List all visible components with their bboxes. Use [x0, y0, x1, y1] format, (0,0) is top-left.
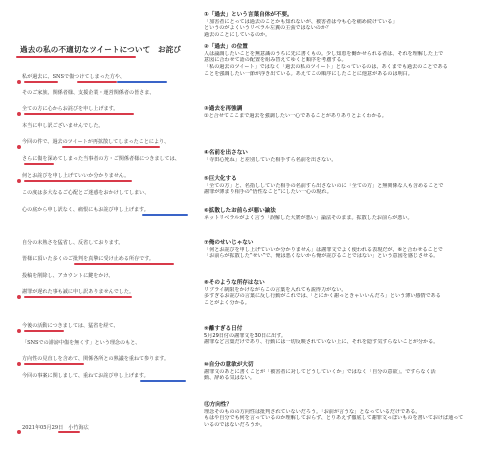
- highlight-underline: [24, 163, 54, 165]
- analysis-body: [204, 113, 474, 120]
- analysis-heading: ⑨離すぎる日付: [204, 326, 243, 332]
- analysis-line: 「私の過去のツイート」ではなく「過去の私のツイート」となっているのは、あくまでも過去のことである: [204, 64, 448, 71]
- analysis-line: もはや自分でも何を言っているのか理解しておらず、とりあえず徹底して謝罪文っぽいものを書いておけば通って: [204, 415, 464, 422]
- analysis-panel: [204, 6, 476, 466]
- analysis-heading: ③過去を再強調: [204, 106, 243, 112]
- highlight-underline: [24, 180, 132, 182]
- statement-line: 今後の活動につきましては、猛省を経て、: [22, 323, 119, 329]
- analysis-item: [204, 208, 474, 221]
- analysis-line: 過去のことにしているのか。: [204, 32, 271, 39]
- analysis-line: いるのではないだろうか。: [204, 422, 266, 429]
- analysis-line: 人は論調したいことを無意識のうちに先に書くもの。少し知恵を働かせられる者は、それを理解した上で: [204, 50, 444, 57]
- analysis-line: 「寺田心死ね」と差別していた相手すら名前を出さない。: [204, 156, 337, 163]
- apology-statement: [14, 44, 214, 464]
- analysis-body: [204, 333, 474, 347]
- highlight-underline: [24, 81, 58, 83]
- statement-line: そのご家族、関係者様、支援企業・運営関係者の皆さま、: [22, 90, 155, 96]
- analysis-item: [204, 240, 474, 260]
- statement-line: 方向性の見直しを含めて、関係各所との熟議を重ねて参ります。: [22, 356, 170, 362]
- analysis-body: [204, 215, 474, 222]
- statement-signature: 2021年05月29日 小竹海広: [22, 425, 89, 431]
- statement-line: 本当に申し訳ございませんでした。: [22, 123, 104, 129]
- highlight-underline: [24, 113, 134, 115]
- analysis-heading: ⑤巨大化する: [204, 176, 237, 182]
- analysis-body: [204, 409, 474, 429]
- analysis-line: 多すぎるお詫びの言葉に反し行動がこれでは、「とにかく謝っときゃいいんだろ」という薄い感情である: [204, 293, 441, 300]
- analysis-line: 謝罪が薄まり相手の“悟性なこと”にしたい一心の現れ。: [204, 189, 332, 196]
- statement-line: 自分の未熟さを猛省し、反省しております。: [22, 240, 124, 246]
- analysis-item: [204, 176, 474, 196]
- analysis-body: [204, 247, 474, 261]
- analysis-heading: ⑥拡散したお前らが悪い論法: [204, 208, 276, 214]
- analysis-line: 「加害者にとっては過去のことかも知れないが、被害者は今も心を痛め続けている」: [204, 18, 398, 25]
- analysis-item: [204, 150, 474, 163]
- statement-line: 謝罪が遅れた事も誠に申し訳ありませんでした。: [22, 289, 135, 295]
- analysis-heading: ⑪方向性？: [204, 402, 232, 408]
- analysis-heading: ⑩自分の意欲が大切: [204, 362, 254, 368]
- analysis-heading: ⑦俺のせいじゃない: [204, 240, 254, 246]
- analysis-body: [204, 287, 474, 307]
- analysis-line: 動、辞める気はない。: [204, 375, 255, 382]
- analysis-line: ①と合せてここまで過去を強調したい一心であることがありありとよくわかる。: [204, 112, 387, 119]
- analysis-line: ことがよく分かる。: [204, 300, 250, 307]
- statement-line: 心の底から申し訳なく、痛恨にもお詫び申し上げます。: [22, 207, 149, 213]
- statement-line: 全ての方に心からお詫びを申し上げます。: [22, 106, 119, 112]
- annotation-marker-dot: [17, 362, 21, 366]
- highlight-underline: [142, 214, 188, 216]
- statement-title: 過去の私の不適切なツイートについて お詫び: [20, 44, 181, 55]
- analysis-line: 意図に合わせて語の配置を組み替えてゆくと順序を考慮する。: [204, 57, 347, 64]
- analysis-line: 5月29日付の謝罪文を30日に出す。: [204, 332, 287, 339]
- analysis-body: [204, 183, 474, 197]
- annotation-marker-dot: [17, 80, 21, 84]
- analysis-heading: ②「過去」の位置: [204, 44, 248, 50]
- annotation-marker-dot: [17, 430, 21, 434]
- highlight-underline: [24, 363, 84, 365]
- analysis-item: [204, 326, 474, 346]
- statement-line: 私が過去に、SNSで傷つけてしまった方や、: [22, 74, 126, 80]
- analysis-item: [204, 12, 474, 39]
- analysis-item: [204, 280, 474, 307]
- analysis-line: ネットリベラルがよく言う「誤解した大衆が悪い」論法そのまま。拡散したお前らが悪い。: [204, 214, 413, 221]
- annotation-marker-dot: [17, 295, 21, 299]
- highlight-underline: [24, 330, 64, 332]
- statement-line: 今回の件で、過去のツイートが再拡散してしまったことにより、: [22, 139, 170, 145]
- analysis-item: [204, 362, 474, 382]
- analysis-line: リプライ制限をかけながらこの言葉を入れても説得力がない。: [204, 286, 347, 293]
- annotation-marker-dot: [17, 145, 21, 149]
- annotation-marker-dot: [17, 329, 21, 333]
- statement-line: この度は多大なるご心配とご迷惑をおかけしてしまい、: [22, 190, 150, 196]
- analysis-heading: ④名前を出さない: [204, 150, 248, 156]
- analysis-body: [204, 51, 474, 78]
- analysis-line: というのがよくいうリベラル左翼の主張ではないのか？: [204, 25, 332, 32]
- annotation-marker-dot: [17, 179, 21, 183]
- statement-line: 「SNSでの誹謗中傷を無くす」という理念のもと、: [22, 340, 141, 346]
- title-underline: [16, 56, 136, 58]
- analysis-line: 謝罪など言葉だけであり、行動には一切反映されていない上に、それを隠す気すらないことが分かる。: [204, 339, 439, 346]
- highlight-underline: [74, 263, 174, 265]
- highlight-underline: [77, 81, 117, 83]
- analysis-item: [204, 44, 474, 78]
- highlight-underline: [24, 296, 132, 298]
- analysis-line: 謝罪文のあとに書くことが「被害者に対してどうしていくか」ではなく「自分の意欲」。ですらなく活: [204, 368, 436, 375]
- analysis-line: ことを強調したい一節が浮き出ている。あえてこの順序にしたことに他意があるのは明白。: [204, 70, 413, 77]
- analysis-body: [204, 157, 474, 164]
- statement-line: さらに傷を深めてしまった当事者の方・ご関係者様につきましては、: [22, 156, 180, 162]
- statement-line: 何とお詫びを申し上げていいか分かりません。: [22, 173, 130, 179]
- analysis-line: 「全ての方」と、名指ししていた相手の名前すら出さないのに「全ての方」と無関係な人も含めることで: [204, 182, 444, 189]
- analysis-line: 「お前らが拡散した”せい”で、俺は悪くないから俺が詫びることではない」という意図を感じさせる。: [204, 253, 439, 260]
- statement-line: 投稿を削除し、アカウントに鍵をかけ、: [22, 273, 114, 279]
- statement-line: 皆様に頂いた多くのご批判を真摯に受け止める所存です。: [22, 256, 155, 262]
- analysis-item: [204, 106, 474, 119]
- highlight-underline: [117, 81, 167, 83]
- analysis-body: [204, 369, 474, 383]
- analysis-heading: ①「過去」という言葉自体が不要。: [204, 12, 293, 18]
- annotation-marker-dot: [17, 112, 21, 116]
- statement-line: 今回の事案に関しまして、重ねてお詫び申し上げます。: [22, 373, 149, 379]
- analysis-item: [204, 402, 474, 429]
- highlight-underline: [140, 380, 186, 382]
- analysis-line: 「何とお詫びを申し上げていいか分かりません」は謝罪文でよく使われる表現だが、⑥と合わせることで: [204, 246, 443, 253]
- analysis-body: [204, 19, 474, 39]
- analysis-line: 理念そのものの方向性は批判されていないだろう。「お前が言うな」となっているだけである。: [204, 408, 421, 415]
- analysis-heading: ⑧そのような所存はない: [204, 280, 265, 286]
- highlight-underline: [58, 431, 80, 433]
- highlight-underline: [62, 146, 160, 148]
